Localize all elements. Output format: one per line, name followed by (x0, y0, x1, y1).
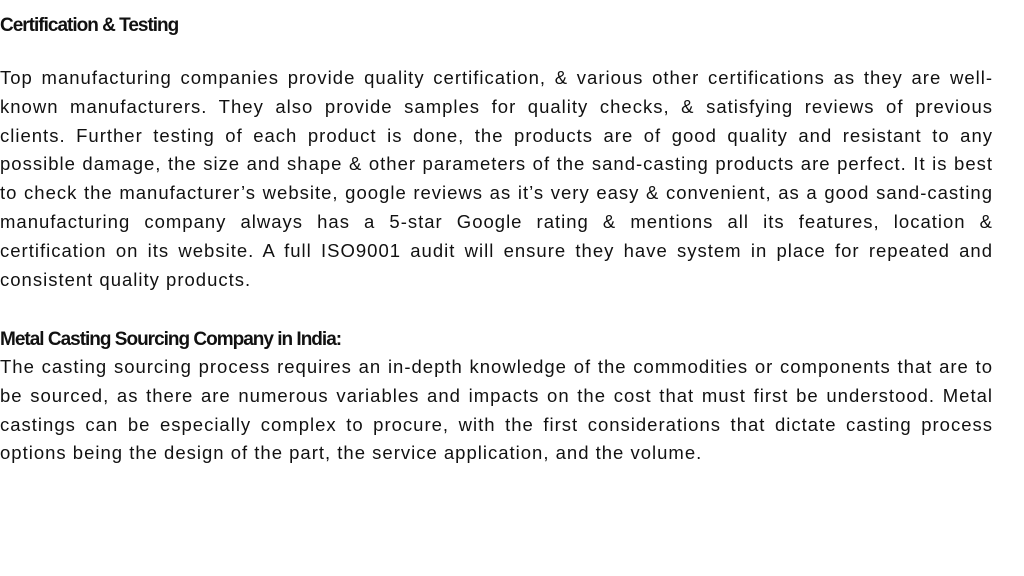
section-paragraph-certification-testing: Top manufacturing companies provide quality certification, & various other certifications as they are well-known manufacturers. They also provide samples for quality checks, & satisfying reviews of previous clients. Further testing of each product is done, the products are of good quality and resistant to any possible damage, the size and shape & other parameters of the sand-casting products are perfect. It is best to check the manufacturer’s website, google reviews as it’s very easy & convenient, as a good sand-casting manufacturing company always has a 5-star Google rating & mentions all its features, location & certification on its website. A full ISO9001 audit will ensure they have system in place for repeated and consistent quality products. (0, 67, 993, 290)
section-heading-certification-testing: Certification & Testing (0, 15, 179, 36)
section-heading-metal-casting-sourcing: Metal Casting Sourcing Company in India: (0, 329, 342, 350)
section-paragraph-metal-casting-sourcing: The casting sourcing process requires an in-depth knowledge of the commodities or components that are to be sourced, as there are numerous variables and impacts on the cost that must first be understood. Metal castings can be especially complex to procure, with the first considerations that dictate casting process options being the design of the part, the service application, and the volume. (0, 356, 993, 464)
